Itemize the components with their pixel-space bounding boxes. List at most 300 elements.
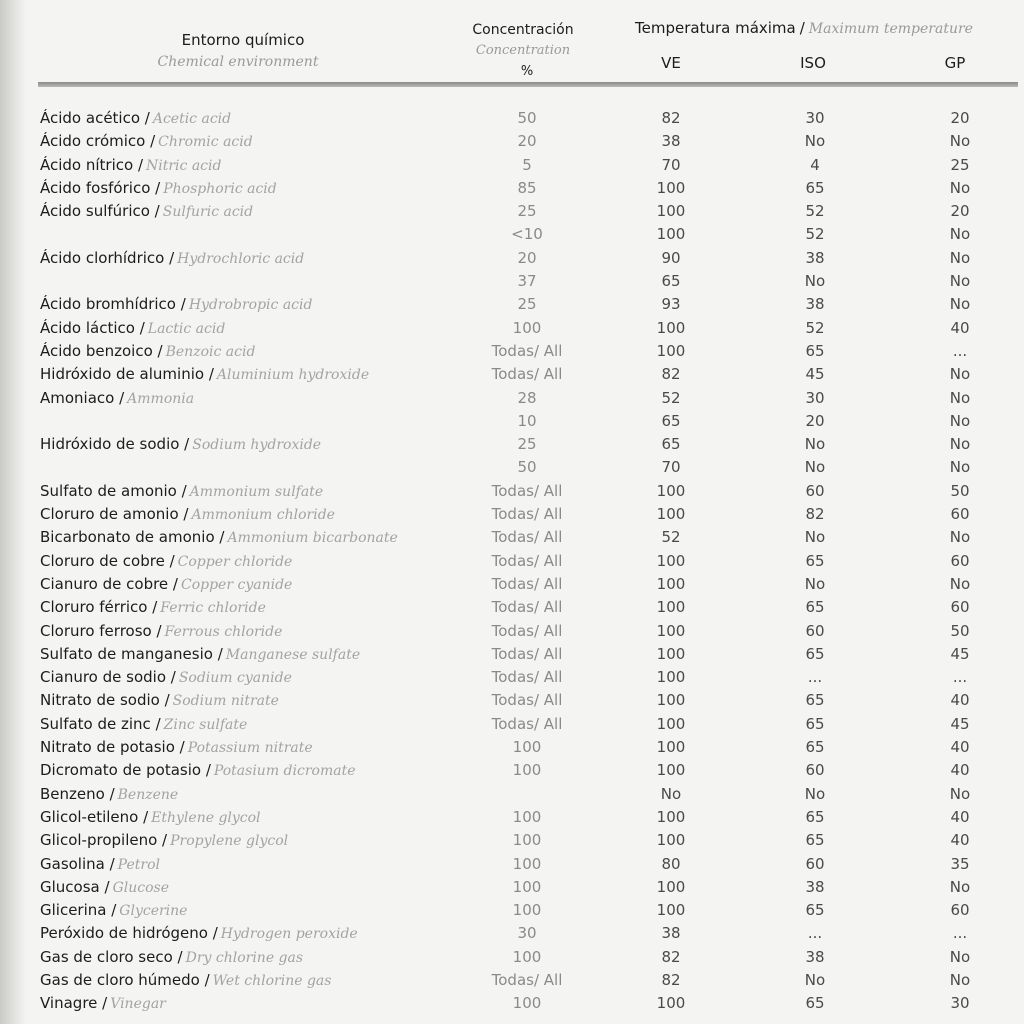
iso-temperature: No: [804, 272, 826, 291]
iso-temperature: 60: [805, 854, 825, 873]
chemical-name: [40, 223, 43, 247]
iso-temperature: 65: [805, 551, 825, 570]
concentration-value: 100: [512, 947, 542, 966]
concentration-value: Todas/ All: [491, 365, 563, 384]
ve-temperature: 82: [661, 109, 681, 127]
ve-temperature: 52: [661, 528, 681, 547]
ve-temperature: 100: [656, 807, 686, 826]
chemical-name-es: Cloruro ferroso /: [40, 621, 162, 640]
chemical-name-en: Petrol: [117, 856, 160, 873]
table-row: [0, 596, 1024, 619]
iso-temperature: 65: [805, 738, 825, 757]
table-row: [0, 270, 1024, 293]
chemical-name-en: Chromic acid: [158, 134, 253, 151]
chemical-name-es: Ácido bromhídrico /: [40, 295, 186, 314]
concentration-value: Todas/ All: [491, 551, 563, 570]
gp-temperature: 40: [950, 761, 970, 780]
chemical-name-es: Gas de cloro seco /: [40, 947, 183, 966]
table-row: [0, 713, 1024, 736]
ve-temperature: 38: [661, 924, 681, 943]
concentration-value: 10: [517, 411, 537, 430]
chemical-name-en: Acetic acid: [152, 111, 232, 127]
chemical-name-en: Wet chlorine gas: [212, 972, 332, 989]
concentration-value: 20: [517, 132, 537, 151]
chemical-name-en: Potasium dicromate: [213, 763, 356, 780]
gp-temperature: ...: [952, 924, 968, 943]
chemical-name: [40, 107, 231, 131]
chemical-name-en: Benzoic acid: [165, 343, 256, 360]
gp-temperature: No: [949, 295, 971, 314]
chemical-name-es: Ácido crómico /: [40, 132, 156, 151]
table-row: [0, 969, 1024, 992]
chemical-name: [40, 317, 225, 341]
chemical-name-en: Zinc sulfate: [163, 716, 248, 733]
concentration-value: Todas/ All: [491, 574, 563, 593]
header-concentration-en: Concentration: [475, 43, 571, 58]
chemical-name-es: Ácido sulfúrico /: [40, 202, 160, 221]
table-row: [0, 876, 1024, 899]
gp-temperature: No: [949, 947, 971, 966]
ve-temperature: 93: [661, 295, 681, 314]
chemical-name-en: Vinegar: [110, 996, 166, 1013]
gp-temperature: No: [949, 132, 971, 151]
table-row: [0, 899, 1024, 922]
iso-temperature: No: [804, 132, 826, 151]
table-row: [0, 410, 1024, 433]
ve-temperature: 100: [656, 341, 686, 360]
gp-temperature: 40: [950, 807, 970, 826]
ve-temperature: 90: [661, 248, 681, 267]
ve-temperature: 100: [656, 644, 686, 663]
header-col-ve: VE: [661, 54, 681, 72]
table-row: [0, 526, 1024, 549]
ve-temperature: 100: [656, 831, 686, 850]
chemical-name: [40, 503, 335, 527]
ve-temperature: 100: [656, 761, 686, 780]
concentration-value: 25: [517, 435, 537, 454]
chemical-name-en: Nitric acid: [146, 157, 222, 174]
table-row: [0, 573, 1024, 596]
ve-temperature: 100: [656, 178, 686, 197]
chemical-name: [40, 456, 43, 480]
chemical-name-es: Bicarbonato de amonio /: [40, 528, 225, 547]
concentration-value: Todas/ All: [491, 644, 563, 663]
table-row: [0, 503, 1024, 526]
gp-temperature: 60: [950, 598, 970, 617]
chemical-name: [40, 620, 282, 644]
iso-temperature: 38: [805, 248, 825, 267]
chemical-name: [40, 340, 255, 364]
ve-temperature: 100: [656, 738, 686, 757]
header-max-temperature-en: Maximum temperature: [808, 21, 973, 37]
chemical-name-en: Benzene: [117, 786, 179, 803]
gp-temperature: 25: [950, 155, 970, 174]
iso-temperature: No: [804, 435, 826, 454]
chemical-name: [40, 876, 169, 900]
table-row: [0, 480, 1024, 503]
gp-temperature: No: [949, 435, 971, 454]
chemical-name: [40, 806, 261, 830]
table-row: [0, 992, 1024, 1015]
concentration-value: 100: [512, 738, 542, 757]
concentration-value: Todas/ All: [491, 341, 563, 360]
chemical-name: [40, 689, 279, 713]
chemical-name-en: Aluminium hydroxide: [216, 367, 370, 384]
gp-temperature: 50: [950, 621, 970, 640]
chemical-name-es: Nitrato de potasio /: [40, 738, 185, 757]
chemical-name: [40, 410, 43, 434]
gp-temperature: No: [949, 388, 971, 407]
table-row: [0, 759, 1024, 782]
iso-temperature: 60: [805, 761, 825, 780]
ve-temperature: 70: [661, 155, 681, 174]
chemical-name-es: Amoniaco /: [40, 388, 125, 407]
header-max-temperature: Temperatura máxima / Maximum temperature: [635, 19, 973, 37]
gp-temperature: 40: [950, 691, 970, 710]
chemical-name-es: Gasolina /: [40, 854, 115, 873]
chemical-name-en: Copper chloride: [177, 553, 293, 570]
header-environment-en: Chemical environment: [157, 54, 319, 70]
table-row: [0, 946, 1024, 969]
concentration-value: 100: [512, 901, 542, 920]
concentration-value: Todas/ All: [491, 970, 563, 989]
gp-temperature: No: [949, 877, 971, 896]
ve-temperature: 100: [656, 202, 686, 221]
gp-temperature: 40: [950, 831, 970, 850]
chemical-name-en: Ammonium bicarbonate: [227, 530, 398, 547]
gp-temperature: 30: [950, 994, 970, 1013]
chemical-name-es: Sulfato de zinc /: [40, 714, 161, 733]
chemical-name-en: Ferrous chloride: [164, 623, 283, 640]
gp-temperature: 40: [950, 318, 970, 337]
chemical-name: [40, 992, 166, 1016]
concentration-value: 100: [512, 854, 542, 873]
iso-temperature: 65: [805, 644, 825, 663]
concentration-value: 25: [517, 202, 537, 221]
iso-temperature: 20: [805, 411, 825, 430]
iso-temperature: 52: [805, 318, 825, 337]
ve-temperature: 100: [656, 901, 686, 920]
iso-temperature: 4: [810, 155, 820, 174]
chemical-name-en: Sodium hydroxide: [192, 437, 322, 454]
chemical-name-en: Copper cyanide: [180, 576, 293, 593]
chemical-name-es: Cloruro de amonio /: [40, 505, 189, 524]
iso-temperature: 65: [805, 901, 825, 920]
ve-temperature: 82: [661, 947, 681, 966]
chemical-name-en: Manganese sulfate: [225, 646, 361, 663]
iso-temperature: 65: [805, 807, 825, 826]
ve-temperature: 100: [656, 318, 686, 337]
chemical-name: [40, 480, 323, 504]
ve-temperature: 82: [661, 970, 681, 989]
ve-temperature: 100: [656, 621, 686, 640]
iso-temperature: ...: [807, 668, 823, 687]
chemical-name-es: Glucosa /: [40, 877, 110, 896]
chemical-name: [40, 829, 288, 853]
chemical-name: [40, 526, 398, 550]
table-row: [0, 200, 1024, 223]
table-row: [0, 666, 1024, 689]
table-row: [0, 550, 1024, 573]
iso-temperature: 38: [805, 295, 825, 314]
table-row: [0, 293, 1024, 316]
table-row: [0, 922, 1024, 945]
gp-temperature: No: [949, 365, 971, 384]
gp-temperature: No: [949, 970, 971, 989]
ve-temperature: 80: [661, 854, 681, 873]
iso-temperature: No: [804, 528, 826, 547]
chemical-name-es: Cianuro de cobre /: [40, 574, 178, 593]
concentration-value: 100: [512, 761, 542, 780]
iso-temperature: 52: [805, 202, 825, 221]
iso-temperature: 38: [805, 877, 825, 896]
ve-temperature: 100: [656, 225, 686, 244]
gp-temperature: No: [949, 458, 971, 477]
ve-temperature: 100: [656, 668, 686, 687]
chemical-name-en: Hydrochloric acid: [177, 250, 305, 267]
ve-temperature: 100: [656, 551, 686, 570]
chemical-name: [40, 946, 303, 970]
gp-temperature: ...: [952, 341, 968, 360]
ve-temperature: 38: [661, 132, 681, 151]
chemical-name-es: Gas de cloro húmedo /: [40, 970, 210, 989]
chemical-name-es: Benzeno /: [40, 784, 115, 803]
iso-temperature: No: [804, 970, 826, 989]
iso-temperature: 65: [805, 341, 825, 360]
chemical-name-es: Ácido benzoico /: [40, 341, 163, 360]
concentration-value: 50: [517, 458, 537, 477]
gp-temperature: 20: [950, 109, 970, 127]
ve-temperature: 100: [656, 691, 686, 710]
gp-temperature: No: [949, 248, 971, 267]
table-row: [0, 247, 1024, 270]
header-environment-es: Entorno químico: [181, 31, 305, 49]
table-body: [0, 107, 1024, 1016]
chemical-name-es: Ácido láctico /: [40, 318, 145, 337]
gp-temperature: 60: [950, 551, 970, 570]
table-row: [0, 643, 1024, 666]
concentration-value: Todas/ All: [491, 481, 563, 500]
chemical-name-es: Sulfato de manganesio /: [40, 644, 223, 663]
iso-temperature: 65: [805, 714, 825, 733]
iso-temperature: No: [804, 574, 826, 593]
concentration-value: <10: [511, 225, 543, 244]
concentration-value: 28: [517, 388, 537, 407]
concentration-value: Todas/ All: [491, 714, 563, 733]
concentration-value: 100: [512, 877, 542, 896]
chemical-name: [40, 899, 187, 923]
chemical-name-es: Peróxido de hidrógeno /: [40, 924, 218, 943]
chemical-name-en: Glucose: [112, 879, 169, 896]
chemical-name: [40, 550, 292, 574]
concentration-value: Todas/ All: [491, 621, 563, 640]
iso-temperature: 65: [805, 831, 825, 850]
table-row: [0, 223, 1024, 246]
chemical-name-es: Ácido nítrico /: [40, 155, 144, 174]
concentration-value: 50: [517, 109, 537, 127]
gp-temperature: 60: [950, 505, 970, 524]
chemical-name: [40, 247, 304, 271]
concentration-value: 25: [517, 295, 537, 314]
chemical-name: [40, 363, 369, 387]
chemical-name-es: Cloruro férrico /: [40, 598, 158, 617]
chemical-name-en: Dry chlorine gas: [185, 949, 304, 966]
chemical-name: [40, 433, 321, 457]
header-col-gp: GP: [944, 54, 966, 72]
chemical-name-es: Dicromato de potasio /: [40, 761, 211, 780]
header-concentration-es: Concentración: [472, 22, 574, 38]
table-row: [0, 154, 1024, 177]
concentration-value: 37: [517, 272, 537, 291]
chemical-name: [40, 293, 312, 317]
ve-temperature: 100: [656, 574, 686, 593]
chemical-name-es: Ácido fosfórico /: [40, 178, 161, 197]
iso-temperature: No: [804, 784, 826, 803]
table-row: [0, 829, 1024, 852]
chemical-name-en: Glycerine: [119, 903, 188, 920]
ve-temperature: 82: [661, 365, 681, 384]
ve-temperature: 52: [661, 388, 681, 407]
chemical-name-es: Ácido clorhídrico /: [40, 248, 175, 267]
ve-temperature: 65: [661, 411, 681, 430]
chemical-name-es: Cloruro de cobre /: [40, 551, 175, 570]
gp-temperature: No: [949, 528, 971, 547]
table-row: [0, 689, 1024, 712]
gp-temperature: ...: [952, 668, 968, 687]
chemical-name: [40, 200, 253, 224]
table-row: [0, 107, 1024, 130]
chemical-name-en: Propylene glycol: [170, 833, 289, 850]
chemical-name-en: Sodium nitrate: [172, 693, 279, 710]
gp-temperature: 50: [950, 481, 970, 500]
ve-temperature: No: [660, 784, 682, 803]
iso-temperature: 38: [805, 947, 825, 966]
table-row: [0, 783, 1024, 806]
table-row: [0, 456, 1024, 479]
chemical-name: [40, 270, 43, 294]
iso-temperature: 60: [805, 481, 825, 500]
concentration-value: 20: [517, 248, 537, 267]
gp-temperature: 45: [950, 644, 970, 663]
chemical-name-es: Sulfato de amonio /: [40, 481, 187, 500]
chemical-name-en: Ammonia: [127, 390, 195, 407]
iso-temperature: ...: [807, 924, 823, 943]
chemical-name: [40, 969, 331, 993]
header-col-iso: ISO: [800, 54, 826, 72]
chemical-name: [40, 713, 247, 737]
ve-temperature: 100: [656, 598, 686, 617]
gp-temperature: 45: [950, 714, 970, 733]
header-divider: [38, 82, 1018, 87]
chemical-name: [40, 596, 266, 620]
chemical-name: [40, 643, 360, 667]
iso-temperature: No: [804, 458, 826, 477]
chemical-name-en: Hydrogen peroxide: [220, 926, 358, 943]
table-row: [0, 620, 1024, 643]
chemical-name-es: Ácido acético /: [40, 109, 150, 127]
chemical-name: [40, 130, 253, 154]
table-row: [0, 363, 1024, 386]
table-row: [0, 340, 1024, 363]
gp-temperature: No: [949, 225, 971, 244]
concentration-value: Todas/ All: [491, 598, 563, 617]
iso-temperature: 60: [805, 621, 825, 640]
concentration-value: 5: [522, 155, 532, 174]
chemical-name-es: Vinagre /: [40, 994, 108, 1013]
ve-temperature: 100: [656, 481, 686, 500]
chemical-name: [40, 666, 292, 690]
chemical-name-es: Glicol-propileno /: [40, 831, 168, 850]
chemical-name: [40, 154, 221, 178]
chemical-name: [40, 177, 277, 201]
chemical-name-en: Ammonium chloride: [191, 507, 335, 524]
chemical-name-en: Phosphoric acid: [163, 180, 277, 197]
header-max-temperature-es: Temperatura máxima: [635, 19, 796, 37]
chemical-name-en: Ferric chloride: [160, 600, 266, 617]
iso-temperature: 65: [805, 691, 825, 710]
iso-temperature: 45: [805, 365, 825, 384]
ve-temperature: 100: [656, 877, 686, 896]
iso-temperature: 65: [805, 598, 825, 617]
gp-temperature: No: [949, 784, 971, 803]
table-row: [0, 177, 1024, 200]
table-row: [0, 853, 1024, 876]
chemical-name: [40, 387, 194, 411]
gp-temperature: 20: [950, 202, 970, 221]
concentration-value: Todas/ All: [491, 668, 563, 687]
concentration-value: 85: [517, 178, 537, 197]
chemical-name-en: Sodium cyanide: [178, 670, 292, 687]
concentration-value: 100: [512, 831, 542, 850]
iso-temperature: 30: [805, 109, 825, 127]
chemical-name-en: Lactic acid: [147, 320, 226, 337]
table-row: [0, 317, 1024, 340]
header-concentration-unit: %: [520, 64, 534, 79]
table-row: [0, 433, 1024, 456]
gp-temperature: No: [949, 272, 971, 291]
concentration-value: 30: [517, 924, 537, 943]
chemical-name-en: Sulfuric acid: [162, 204, 254, 221]
chemical-name-es: Cianuro de sodio /: [40, 668, 176, 687]
iso-temperature: 65: [805, 994, 825, 1013]
chemical-name: [40, 759, 355, 783]
chemical-name-es: Hidróxido de aluminio /: [40, 365, 214, 384]
chemical-name: [40, 853, 160, 877]
gp-temperature: No: [949, 411, 971, 430]
gp-temperature: 35: [950, 854, 970, 873]
chemical-name-en: Ammonium sulfate: [189, 483, 324, 500]
concentration-value: Todas/ All: [491, 691, 563, 710]
table-row: [0, 736, 1024, 759]
concentration-value: 100: [512, 994, 542, 1013]
chemical-name-es: Glicerina /: [40, 901, 117, 920]
ve-temperature: 65: [661, 272, 681, 291]
chemical-name: [40, 783, 178, 807]
table-row: [0, 806, 1024, 829]
chemical-name-en: Hydrobropic acid: [188, 297, 313, 314]
ve-temperature: 100: [656, 714, 686, 733]
table-header: [0, 0, 1024, 95]
iso-temperature: 65: [805, 178, 825, 197]
chemical-name-en: Ethylene glycol: [151, 809, 261, 826]
chemical-name-es: Nitrato de sodio /: [40, 691, 170, 710]
gp-temperature: No: [949, 178, 971, 197]
concentration-value: Todas/ All: [491, 528, 563, 547]
concentration-value: 100: [512, 318, 542, 337]
concentration-value: Todas/ All: [491, 505, 563, 524]
iso-temperature: 30: [805, 388, 825, 407]
iso-temperature: 52: [805, 225, 825, 244]
